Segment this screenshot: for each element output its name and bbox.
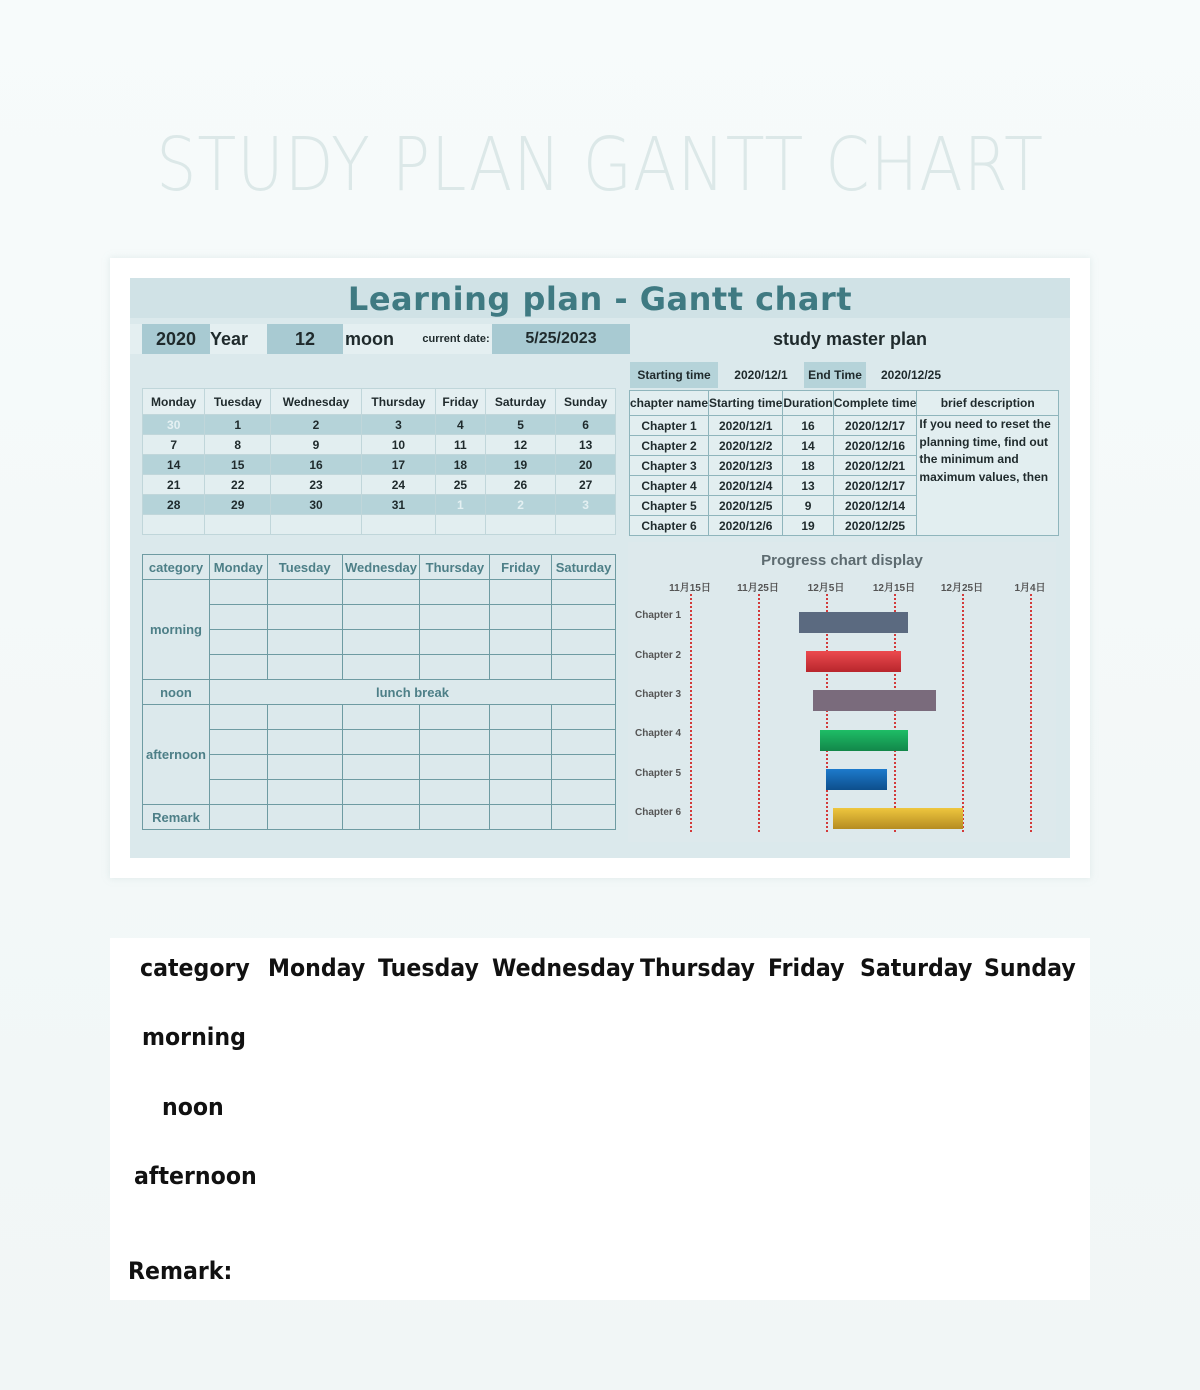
plan-cell[interactable]: [342, 605, 420, 630]
cal-day[interactable]: 8: [205, 435, 271, 455]
chapter-complete: 2020/12/17: [833, 416, 917, 436]
cal-header: Tuesday: [205, 389, 271, 415]
plan-cell[interactable]: [342, 705, 420, 730]
grid-line: [1030, 594, 1032, 832]
plan-cell[interactable]: [267, 630, 342, 655]
chapter-complete: 2020/12/16: [833, 436, 917, 456]
plan-cell[interactable]: [209, 755, 267, 780]
cal-header: Friday: [435, 389, 485, 415]
cal-day[interactable]: 10: [361, 435, 435, 455]
start-time-value[interactable]: 2020/12/1: [734, 368, 788, 382]
cal-day[interactable]: 7: [143, 435, 205, 455]
cal-day[interactable]: 27: [556, 475, 616, 495]
plan-cell[interactable]: [552, 755, 616, 780]
chap-header: brief description: [917, 391, 1059, 416]
chapter-name: Chapter 4: [630, 476, 709, 496]
gantt-bar-chapter-6[interactable]: [833, 808, 963, 829]
chap-header: Duration: [783, 391, 833, 416]
plan-header: Saturday: [552, 555, 616, 580]
plan-cell[interactable]: [552, 605, 616, 630]
cal-header: Wednesday: [271, 389, 362, 415]
cal-day[interactable]: 24: [361, 475, 435, 495]
plan-cell[interactable]: [552, 730, 616, 755]
x-tick: 11月15日: [669, 583, 711, 594]
grid-line: [690, 594, 692, 832]
form-header: Friday: [768, 954, 845, 982]
cal-day[interactable]: 9: [271, 435, 362, 455]
plan-cell[interactable]: [267, 605, 342, 630]
form-header: category: [140, 954, 250, 982]
cal-day[interactable]: 5: [485, 415, 555, 435]
form-header: Monday: [268, 954, 366, 982]
gantt-bar-chapter-4[interactable]: [820, 730, 908, 751]
chapter-duration[interactable]: 18: [783, 456, 833, 476]
cal-day[interactable]: 14: [143, 455, 205, 475]
plan-header: Thursday: [420, 555, 490, 580]
plan-cell[interactable]: [267, 780, 342, 805]
chart-title: Progress chart display: [761, 552, 923, 569]
cal-day[interactable]: 19: [485, 455, 555, 475]
plan-cell[interactable]: [420, 630, 490, 655]
grid-line: [758, 594, 760, 832]
chapter-start[interactable]: 2020/12/6: [709, 516, 783, 536]
cal-header: Sunday: [556, 389, 616, 415]
plan-cell[interactable]: [552, 780, 616, 805]
plan-cell[interactable]: [267, 755, 342, 780]
plan-cell[interactable]: [267, 655, 342, 680]
plan-header: category: [143, 555, 210, 580]
plan-cell[interactable]: [209, 630, 267, 655]
form-row-afternoon: afternoon: [134, 1162, 257, 1190]
plan-cell[interactable]: [342, 630, 420, 655]
chapter-name: Chapter 5: [630, 496, 709, 516]
calendar-table: [142, 388, 616, 535]
cal-row: [143, 475, 616, 495]
end-time-label: End Time: [804, 362, 866, 388]
plan-cell[interactable]: [420, 605, 490, 630]
plan-cell[interactable]: [209, 605, 267, 630]
chap-header: Complete time: [833, 391, 917, 416]
year-value[interactable]: 2020: [142, 324, 210, 354]
chapter-duration[interactable]: 14: [783, 436, 833, 456]
y-label: Chapter 2: [635, 650, 682, 661]
plan-cell[interactable]: [490, 805, 552, 830]
plan-header: Monday: [209, 555, 267, 580]
remark-label: Remark: [143, 805, 210, 830]
cal-day[interactable]: 25: [435, 475, 485, 495]
plan-header: Wednesday: [342, 555, 420, 580]
cal-row: [143, 415, 616, 435]
plan-header: Friday: [490, 555, 552, 580]
cal-header: Thursday: [361, 389, 435, 415]
plan-cell[interactable]: [490, 780, 552, 805]
plan-cell[interactable]: [420, 755, 490, 780]
plan-cell[interactable]: [342, 580, 420, 605]
cal-day[interactable]: 4: [435, 415, 485, 435]
chapter-name: Chapter 2: [630, 436, 709, 456]
chapter-row: [630, 416, 1059, 436]
cal-day[interactable]: 28: [143, 495, 205, 515]
y-label: Chapter 1: [635, 610, 682, 621]
plan-cell[interactable]: [267, 730, 342, 755]
chapter-duration[interactable]: 19: [783, 516, 833, 536]
plan-cell[interactable]: [490, 605, 552, 630]
cal-day[interactable]: 2: [271, 415, 362, 435]
cal-day[interactable]: 17: [361, 455, 435, 475]
current-date-label: current date:: [422, 333, 490, 345]
plan-cell[interactable]: [552, 805, 616, 830]
year-label: Year: [210, 329, 249, 349]
plan-cell[interactable]: [420, 655, 490, 680]
cal-header: Saturday: [485, 389, 555, 415]
chapter-start[interactable]: 2020/12/4: [709, 476, 783, 496]
cal-day[interactable]: 12: [485, 435, 555, 455]
gantt-bar-chapter-3[interactable]: [813, 690, 936, 711]
cal-day[interactable]: [556, 515, 616, 535]
plan-cell[interactable]: [342, 805, 420, 830]
chapter-name: Chapter 6: [630, 516, 709, 536]
page-title: STUDY PLAN GANTT CHART: [156, 122, 1044, 208]
plan-cell[interactable]: [267, 580, 342, 605]
afternoon-label: afternoon: [143, 705, 210, 805]
form-remark: Remark:: [128, 1257, 233, 1285]
form-header: Sunday: [984, 954, 1076, 982]
cal-day[interactable]: 21: [143, 475, 205, 495]
month-label: moon: [345, 329, 394, 349]
cal-day[interactable]: 30: [143, 415, 205, 435]
plan-cell[interactable]: [209, 705, 267, 730]
y-label: Chapter 3: [635, 689, 682, 700]
chapter-table: [629, 390, 1059, 536]
progress-chart[interactable]: [628, 542, 1056, 842]
current-date-value[interactable]: 5/25/2023: [492, 324, 630, 354]
cal-day[interactable]: 29: [205, 495, 271, 515]
chapter-start[interactable]: 2020/12/3: [709, 456, 783, 476]
cal-day[interactable]: 16: [271, 455, 362, 475]
chap-header: chapter name: [630, 391, 709, 416]
end-time-value[interactable]: 2020/12/25: [880, 368, 942, 382]
plan-cell[interactable]: [267, 805, 342, 830]
cal-day[interactable]: 3: [361, 415, 435, 435]
form-row-morning: morning: [142, 1023, 246, 1051]
plan-cell[interactable]: [552, 580, 616, 605]
cal-day[interactable]: 26: [485, 475, 555, 495]
form-header: Wednesday: [492, 954, 635, 982]
form-row-noon: noon: [162, 1093, 224, 1121]
cal-row: [143, 455, 616, 475]
chapter-complete: 2020/12/14: [833, 496, 917, 516]
plan-cell[interactable]: [490, 655, 552, 680]
cal-day[interactable]: 20: [556, 455, 616, 475]
chapter-complete: 2020/12/25: [833, 516, 917, 536]
plan-cell[interactable]: [209, 580, 267, 605]
weekly-form-card: [110, 938, 1090, 1300]
grid-line: [962, 594, 964, 832]
plan-cell[interactable]: [420, 805, 490, 830]
plan-cell[interactable]: [490, 580, 552, 605]
cal-day[interactable]: 3: [556, 495, 616, 515]
chapter-name: Chapter 1: [630, 416, 709, 436]
chapter-name: Chapter 3: [630, 456, 709, 476]
cal-row: [143, 515, 616, 535]
x-tick: 12月15日: [872, 583, 916, 594]
form-header: Thursday: [640, 954, 755, 982]
cal-day[interactable]: [485, 515, 555, 535]
weekly-plan-table: [142, 554, 616, 830]
chapter-start[interactable]: 2020/12/1: [709, 416, 783, 436]
morning-label: morning: [143, 580, 210, 680]
cal-day[interactable]: [271, 515, 362, 535]
spreadsheet-card: [110, 258, 1090, 878]
sheet-title: Learning plan - Gantt chart: [130, 278, 1070, 318]
cal-day[interactable]: 15: [205, 455, 271, 475]
cal-day[interactable]: [435, 515, 485, 535]
chapter-complete: 2020/12/21: [833, 456, 917, 476]
form-header: Tuesday: [378, 954, 479, 982]
plan-cell[interactable]: [342, 780, 420, 805]
plan-cell[interactable]: [209, 780, 267, 805]
cal-day[interactable]: [205, 515, 271, 535]
study-master-plan: study master plan: [630, 324, 1070, 354]
plan-header: Tuesday: [267, 555, 342, 580]
cal-day[interactable]: 13: [556, 435, 616, 455]
gantt-bar-chapter-5[interactable]: [826, 769, 887, 790]
plan-cell[interactable]: [342, 730, 420, 755]
plan-cell[interactable]: [342, 755, 420, 780]
plan-cell[interactable]: [420, 730, 490, 755]
chapter-duration[interactable]: 16: [783, 416, 833, 436]
brief-description: If you need to reset the planning time, find out the minimum and maximum values, then: [917, 416, 1059, 536]
plan-cell[interactable]: [420, 580, 490, 605]
info-row: [130, 324, 1070, 354]
plan-cell[interactable]: [267, 705, 342, 730]
x-tick: 12月25日: [940, 583, 984, 594]
cal-row: [143, 495, 616, 515]
cal-day[interactable]: 18: [435, 455, 485, 475]
month-value[interactable]: 12: [267, 324, 343, 354]
plan-cell[interactable]: [552, 705, 616, 730]
x-tick: 1月4日: [1014, 583, 1046, 594]
chap-header: Starting time: [709, 391, 783, 416]
cal-day[interactable]: 22: [205, 475, 271, 495]
plan-cell[interactable]: [490, 730, 552, 755]
x-tick: 11月25日: [737, 583, 779, 594]
plan-cell[interactable]: [342, 655, 420, 680]
plan-cell[interactable]: [552, 630, 616, 655]
form-header: Saturday: [860, 954, 973, 982]
cal-day[interactable]: 6: [556, 415, 616, 435]
gantt-bar-chapter-2[interactable]: [806, 651, 901, 672]
chapter-duration[interactable]: 9: [783, 496, 833, 516]
cal-day[interactable]: [143, 515, 205, 535]
cal-day[interactable]: 1: [205, 415, 271, 435]
cal-row: [143, 435, 616, 455]
cal-day[interactable]: [361, 515, 435, 535]
chapter-start[interactable]: 2020/12/5: [709, 496, 783, 516]
noon-label: noon: [143, 680, 210, 705]
plan-cell[interactable]: [209, 805, 267, 830]
y-label: Chapter 4: [635, 728, 682, 739]
plan-cell[interactable]: [209, 730, 267, 755]
cal-day[interactable]: 1: [435, 495, 485, 515]
cal-day[interactable]: 2: [485, 495, 555, 515]
plan-cell[interactable]: [490, 755, 552, 780]
chapter-complete: 2020/12/17: [833, 476, 917, 496]
gantt-sheet: [130, 278, 1070, 858]
chapter-duration[interactable]: 13: [783, 476, 833, 496]
plan-cell[interactable]: [209, 655, 267, 680]
chapter-start[interactable]: 2020/12/2: [709, 436, 783, 456]
cal-day[interactable]: 30: [271, 495, 362, 515]
y-label: Chapter 6: [635, 807, 682, 818]
cal-day[interactable]: 11: [435, 435, 485, 455]
lunch-break-cell: lunch break: [209, 680, 615, 705]
plan-cell[interactable]: [420, 780, 490, 805]
plan-cell[interactable]: [420, 705, 490, 730]
plan-range: [630, 362, 1070, 388]
start-time-label: Starting time: [630, 362, 718, 388]
plan-cell[interactable]: [552, 655, 616, 680]
cal-header: Monday: [143, 389, 205, 415]
gantt-bar-chapter-1[interactable]: [799, 612, 908, 633]
y-label: Chapter 5: [635, 768, 682, 779]
cal-day[interactable]: 31: [361, 495, 435, 515]
plan-cell[interactable]: [490, 705, 552, 730]
x-tick: 12月5日: [807, 583, 845, 594]
plan-cell[interactable]: [490, 630, 552, 655]
cal-day[interactable]: 23: [271, 475, 362, 495]
